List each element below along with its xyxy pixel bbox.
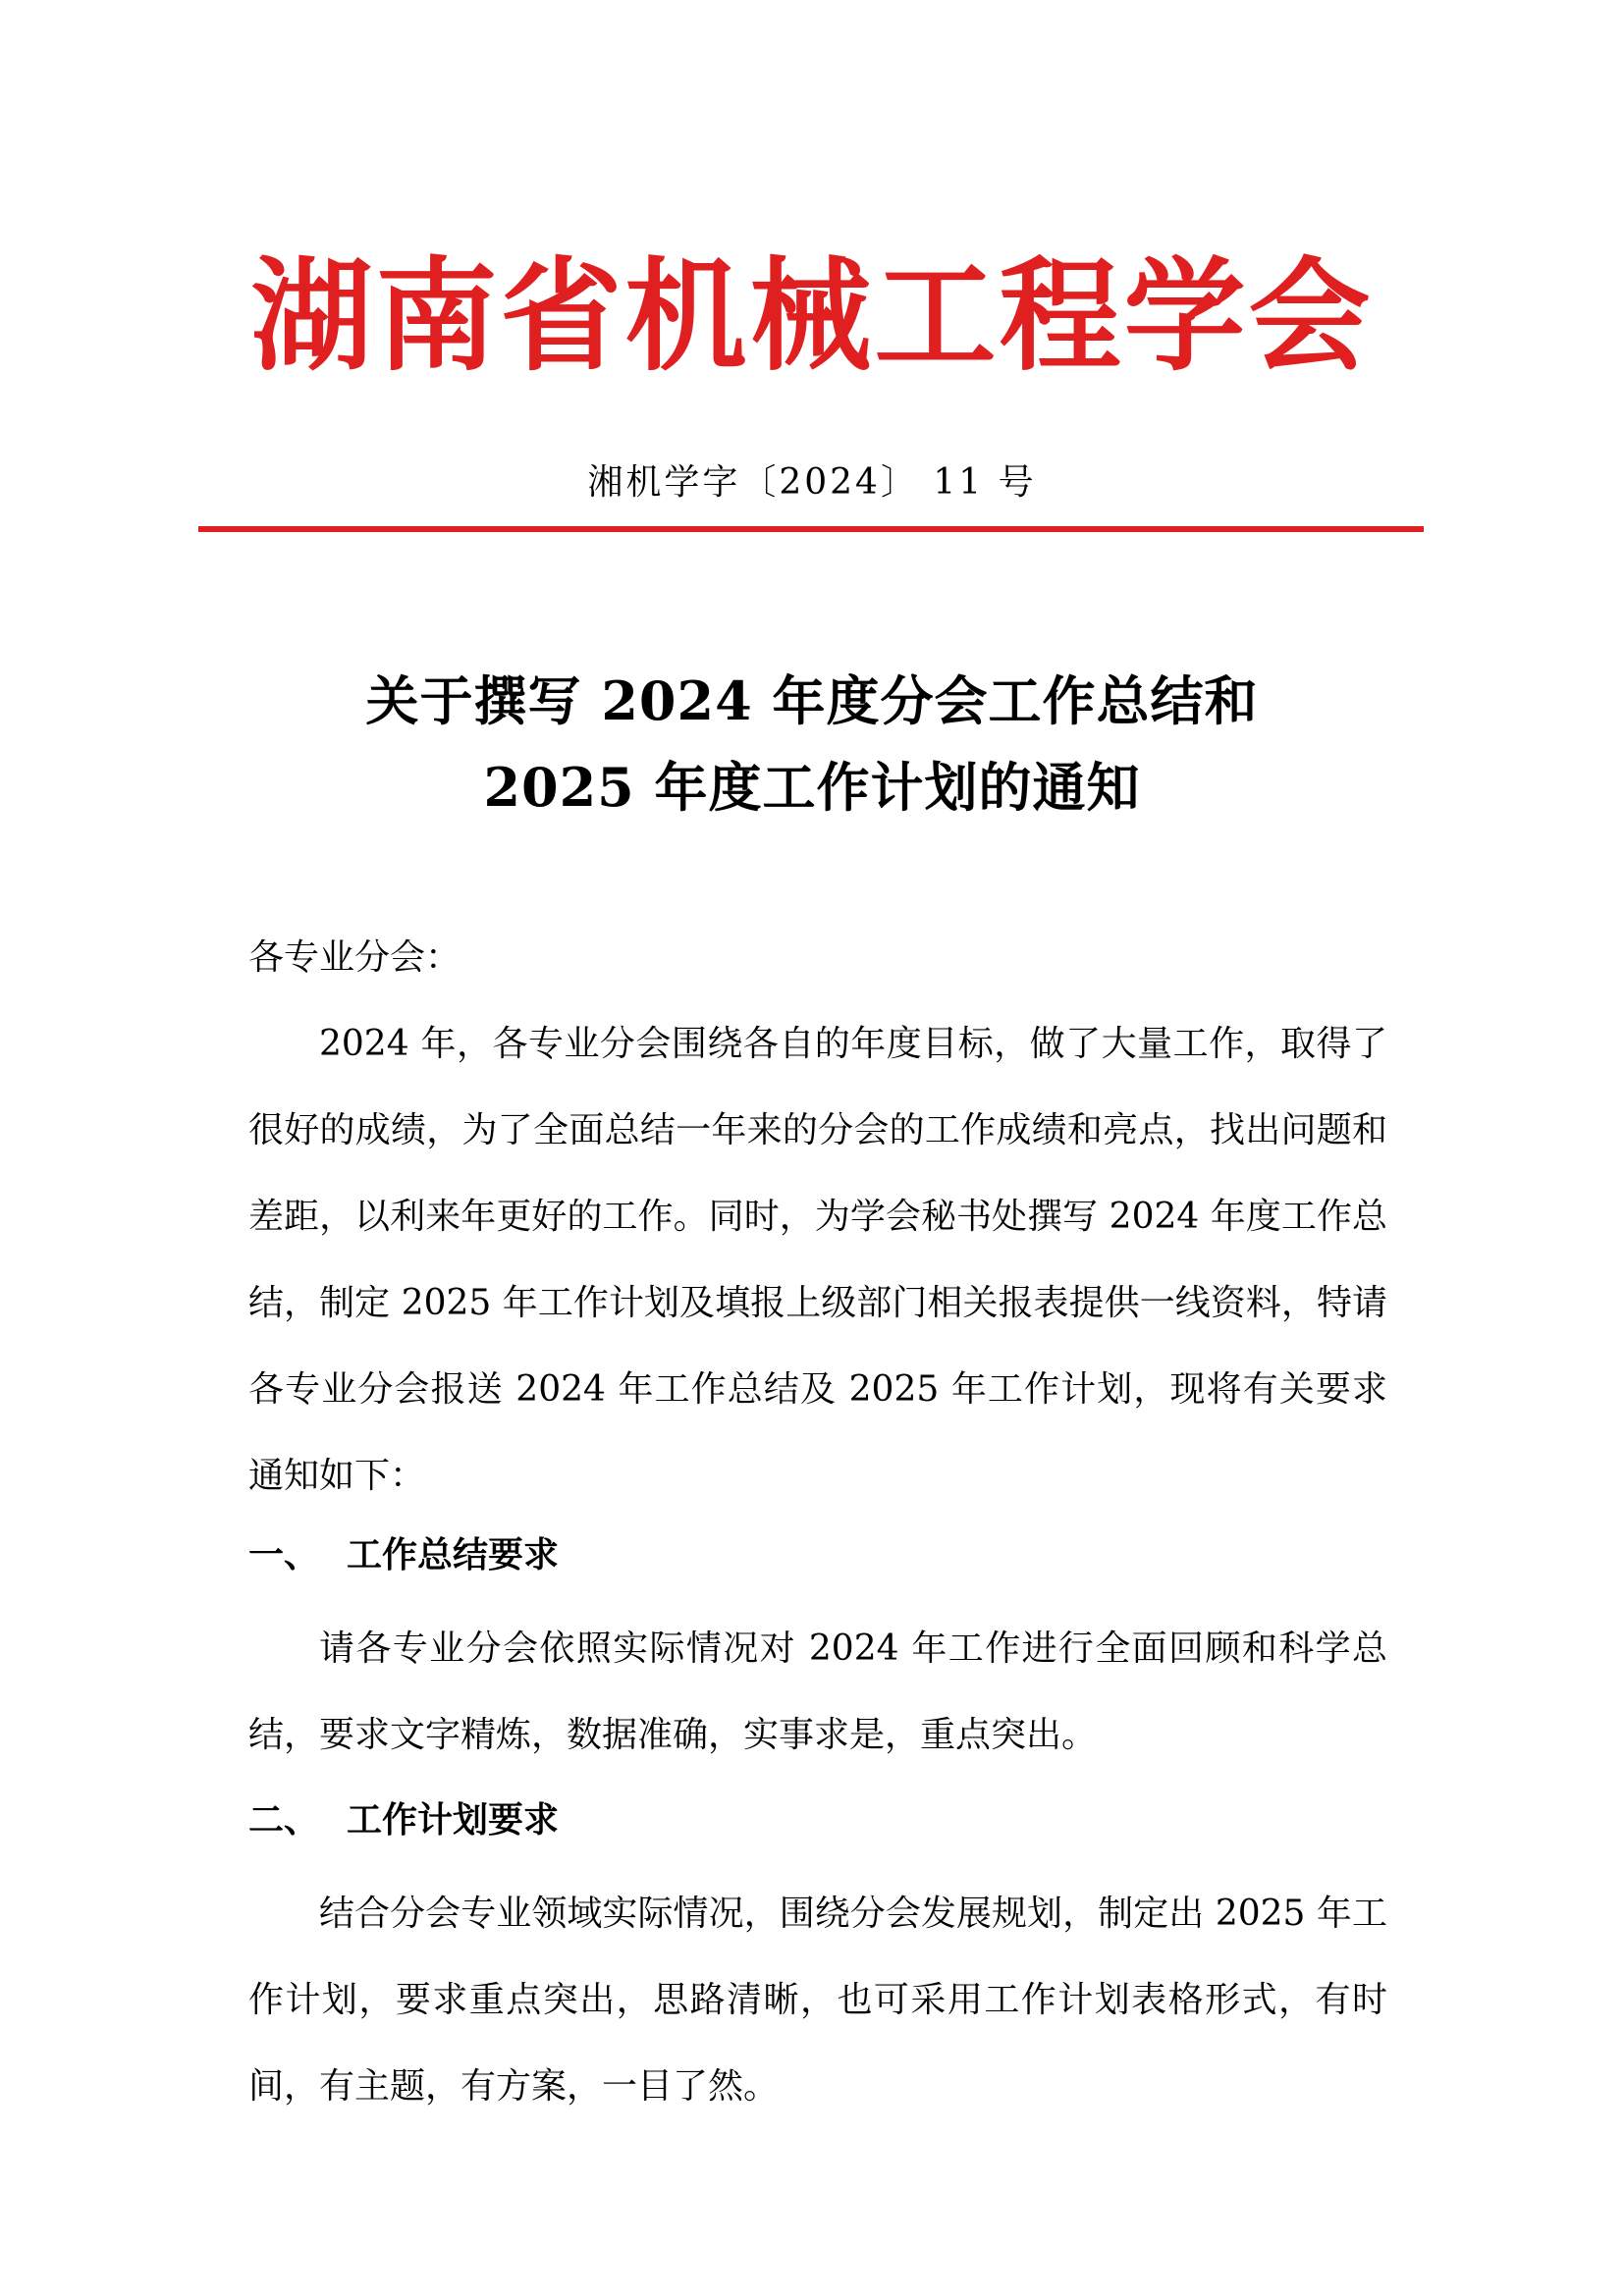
section-title-1: 工作总结要求	[347, 1535, 560, 1575]
document-number: 湘机学字〔2024〕 11 号	[587, 462, 1037, 503]
notice-title	[0, 658, 1624, 830]
notice-title-line-1: 关于撰写 2024 年度分会工作总结和	[365, 669, 1259, 732]
intro-paragraph: 2024 年，各专业分会围绕各自的年度目标，做了大量工作，取得了很好的成绩，为了全面总结一年来的分会的工作成绩和亮点，找出问题和差距，以利来年更好的工作。同时，为学会秘书处撰写 2024 年度工作总结，制定 2025 年工作计划及填报上级部门相关报表提供一线资料，特请各专业分会报送 2024 年工作总结及 2025 年工作计划，现将有关要求通知如下：	[248, 1024, 1387, 1496]
section-title-2: 工作计划要求	[347, 1800, 560, 1841]
section-heading-2	[248, 1787, 559, 1855]
section-1-paragraph: 请各专业分会依照实际情况对 2024 年工作进行全面回顾和科学总结，要求文字精炼，数据准确，实事求是，重点突出。	[248, 1629, 1387, 1755]
salutation: 各专业分会：	[248, 937, 461, 978]
org-title: 湖南省机械工程学会	[250, 246, 1374, 388]
section-heading-1	[248, 1522, 559, 1590]
notice-title-line-2: 2025 年度工作计划的通知	[483, 756, 1141, 819]
section-number-2: 二、	[248, 1800, 320, 1841]
red-divider-line	[198, 526, 1424, 532]
section-2-paragraph: 结合分会专业领域实际情况，围绕分会发展规划，制定出 2025 年工作计划，要求重点突出，思路清晰，也可采用工作计划表格形式，有时间，有主题，有方案，一目了然。	[248, 1894, 1387, 2107]
section-number-1: 一、	[248, 1535, 320, 1575]
